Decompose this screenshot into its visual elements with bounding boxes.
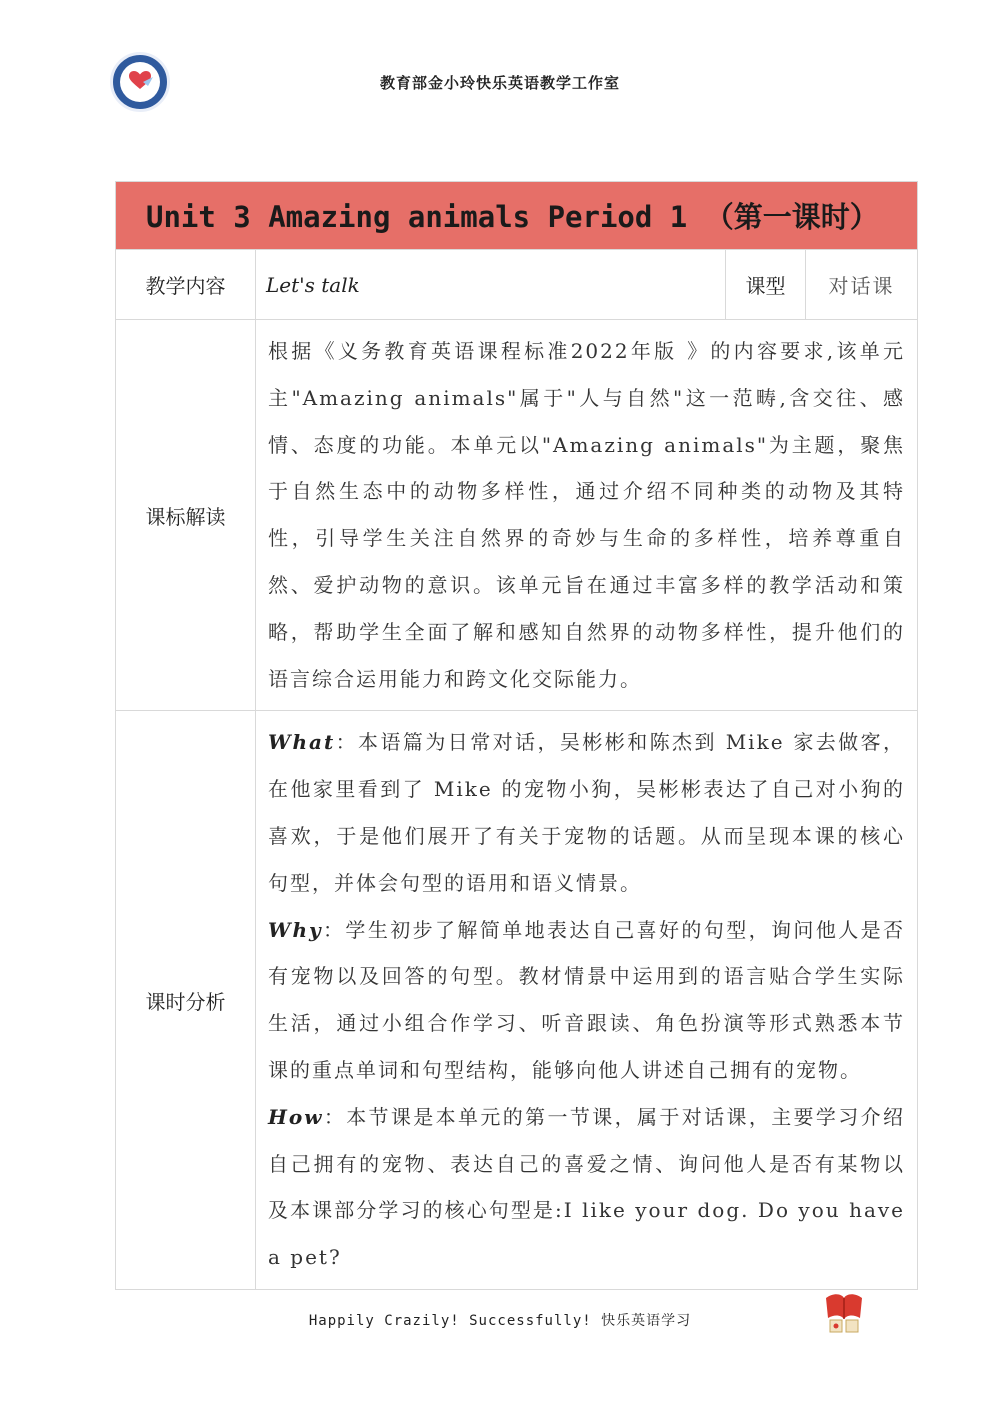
lesson-plan-table (115, 181, 918, 1290)
content-row (116, 250, 918, 320)
why-paragraph (268, 907, 905, 1094)
content-label: 教学内容 (116, 250, 256, 320)
footer-slogan: Happily Crazily! Successfully! 快乐英语学习 (308, 1313, 692, 1329)
studio-name: 教育部金小玲快乐英语教学工作室 (379, 74, 620, 92)
analysis-label: 课时分析 (116, 711, 256, 1290)
standards-label: 课标解读 (116, 320, 256, 711)
book-deco-icon (820, 1288, 868, 1336)
type-value: 对话课 (806, 250, 918, 320)
what-text: ：本语篇为日常对话，吴彬彬和陈杰到 Mike 家去做客，在他家里看到了 Mike 的宠物小狗，吴彬彬表达了自己对小狗的喜欢，于是他们展开了有关于宠物的话题。从而呈现本课的核心句型，并体会句型的语用和语义情景。 (268, 730, 906, 895)
title-row (116, 182, 918, 250)
analysis-text (256, 711, 918, 1290)
how-paragraph (268, 1094, 905, 1281)
why-lead: Why (268, 917, 323, 942)
what-paragraph (268, 719, 905, 906)
standards-paragraph: 根据《义务教育英语课程标准2022年版 》的内容要求,该单元主"Amazing animals"属于"人与自然"这一范畴,含交往、感情、态度的功能。本单元以"Amazing animals"为主题，聚焦于自然生态中的动物多样性，通过介绍不同种类的动物及其特性，引导学生关注自然界的奇妙与生命的多样性，培养尊重自然、爱护动物的意识。该单元旨在通过丰富多样的教学活动和策略，帮助学生全面了解和感知自然界的动物多样性，提升他们的语言综合运用能力和跨文化交际能力。 (268, 339, 906, 691)
what-lead: What (268, 730, 336, 755)
type-label: 课型 (726, 250, 806, 320)
analysis-row (116, 711, 918, 1290)
standards-row (116, 320, 918, 711)
content-value: Let's talk (256, 250, 726, 320)
why-text: ：学生初步了解简单地表达自己喜好的句型，询问他人是否有宠物以及回答的句型。教材情景中运用到的语言贴合学生实际生活，通过小组合作学习、听音跟读、角色扮演等形式熟悉本节课的重点单词和句型结构，能够向他人讲述自己拥有的宠物。 (268, 917, 906, 1082)
how-text: ：本节课是本单元的第一节课，属于对话课，主要学习介绍自己拥有的宠物、表达自己的喜爱之情、询问他人是否有某物以及本课部分学习的核心句型是:I like your dog. Do you have a pet? (268, 1104, 906, 1270)
lesson-title: Unit 3 Amazing animals Period 1 （第一课时） (116, 182, 918, 250)
standards-text (256, 320, 918, 711)
how-lead: How (268, 1104, 324, 1129)
